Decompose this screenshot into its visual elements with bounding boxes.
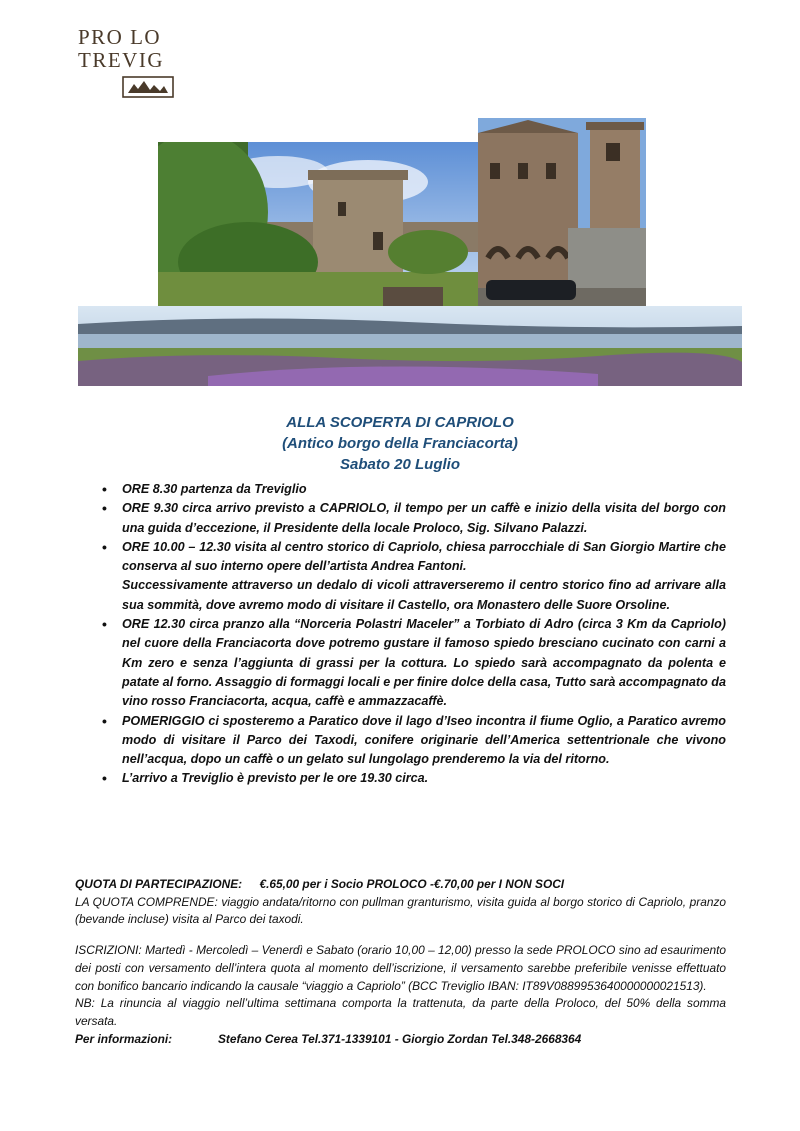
program-text: • L’arrivo a Treviglio è previsto per le ore 19.30 circa. bbox=[122, 771, 429, 786]
contacts-label: Per informazioni: bbox=[75, 1031, 173, 1046]
program-item bbox=[122, 769, 726, 788]
event-date: Sabato 20 Luglio bbox=[339, 456, 460, 473]
event-title: ALLA SCOPERTA DI CAPRIOLO bbox=[286, 414, 514, 431]
pricing-line bbox=[75, 876, 726, 894]
program-list bbox=[122, 480, 726, 789]
registration-note: NB: La rinuncia al viaggio nell’ultima settimana comporta la trattenuta, da parte della Proloco, del 50% della somma versata. bbox=[75, 996, 726, 1028]
logo-emblem-icon bbox=[122, 76, 174, 98]
program-text: • ORE 9.30 circa arrivo previsto a CAPRIOLO, il tempo per un caffè e inizio della visita del borgo con una guida d’eccezione, il Presidente della locale Proloco, Sig. Silvano Palazzi. bbox=[122, 501, 726, 535]
contacts-value: Stefano Cerea Tel.371-1339101 - Giorgio Zordan Tel.348-2668364 bbox=[218, 1031, 582, 1046]
program-text: • ORE 8.30 partenza da Treviglio bbox=[122, 482, 307, 496]
logo-text-line1: PRO LO bbox=[78, 25, 162, 49]
lake-panorama-photo bbox=[78, 306, 742, 386]
program-text: • ORE 12.30 circa pranzo alla “Norceria Polastri Maceler” a Torbiato di Adro (circa 3 Km da Capriolo) nel cuore della Franciacorta dove potremo gustare il famoso spiedo bresciano cucinato con carni a Km zero e senza l’aggiunta di grassi per la cottura. Lo spiedo sarà accompagnato da polenta e patate al forno. Assaggio di formaggi locali e per finire dolce della casa, Tutto sarà accompagnato da vino rosso Franciacorta, acqua, caffè e ammazzacaffè. bbox=[122, 617, 726, 709]
proloco-logo bbox=[78, 26, 178, 103]
program-item bbox=[122, 480, 726, 499]
pricing-includes: LA QUOTA COMPRENDE: viaggio andata/ritorno con pullman granturismo, visita guida al borgo storico di Capriolo, pranzo (bevande incluse) visita al Parco dei taxodi. bbox=[75, 894, 726, 927]
castle-tower-photo bbox=[158, 142, 478, 306]
monastery-photo bbox=[478, 118, 646, 306]
event-subtitle: (Antico borgo della Franciacorta) bbox=[282, 435, 518, 452]
program-item bbox=[122, 615, 726, 711]
program-item bbox=[122, 712, 726, 770]
event-header bbox=[0, 412, 800, 475]
pricing-value: €.65,00 per i Socio PROLOCO -€.70,00 per I NON SOCI bbox=[259, 877, 565, 891]
program-text: • POMERIGGIO ci sposteremo a Paratico dove il lago d’Iseo incontra il fiume Oglio, a Paratico avremo modo di visitare il Parco dei Taxodi, conifere originarie dell’America settentrionale che vivono nell’acqua, dopo un caffè o un gelato sul lungolago prenderemo la via del ritorno. bbox=[122, 713, 726, 767]
info-section bbox=[75, 876, 726, 1048]
program-item bbox=[122, 538, 726, 615]
contacts-line bbox=[75, 1031, 726, 1049]
pricing-label: QUOTA DI PARTECIPAZIONE: bbox=[75, 877, 243, 891]
program-text: • ORE 10.00 – 12.30 visita al centro storico di Capriolo, chiesa parrocchiale di San Giorgio Martire che conserva al suo interno opere dell’artista Andrea Fantoni. bbox=[122, 539, 726, 574]
registration-text: ISCRIZIONI: Martedì - Mercoledì – Venerdì e Sabato (orario 10,00 – 12,00) presso la sede PROLOCO sino ad esaurimento dei posti con versamento dell’intera quota al momento dell’iscrizione, il versamento sarebbe preferibile venisse effettuato con bonifico bancario indicando la causale “viaggio a Capriolo” (BCC Treviglio IBAN: IT89V0889953640000000021513). bbox=[75, 943, 726, 993]
logo-text-line2: TREVIG bbox=[78, 48, 164, 72]
program-item bbox=[122, 499, 726, 538]
program-text: Successivamente attraverso un dedalo di vicoli attraverseremo il centro storico fino ad arrivare alla sua sommità, dove avremo modo di visitare il Castello, ora Monastero delle Suore Orsoline. bbox=[122, 578, 726, 612]
